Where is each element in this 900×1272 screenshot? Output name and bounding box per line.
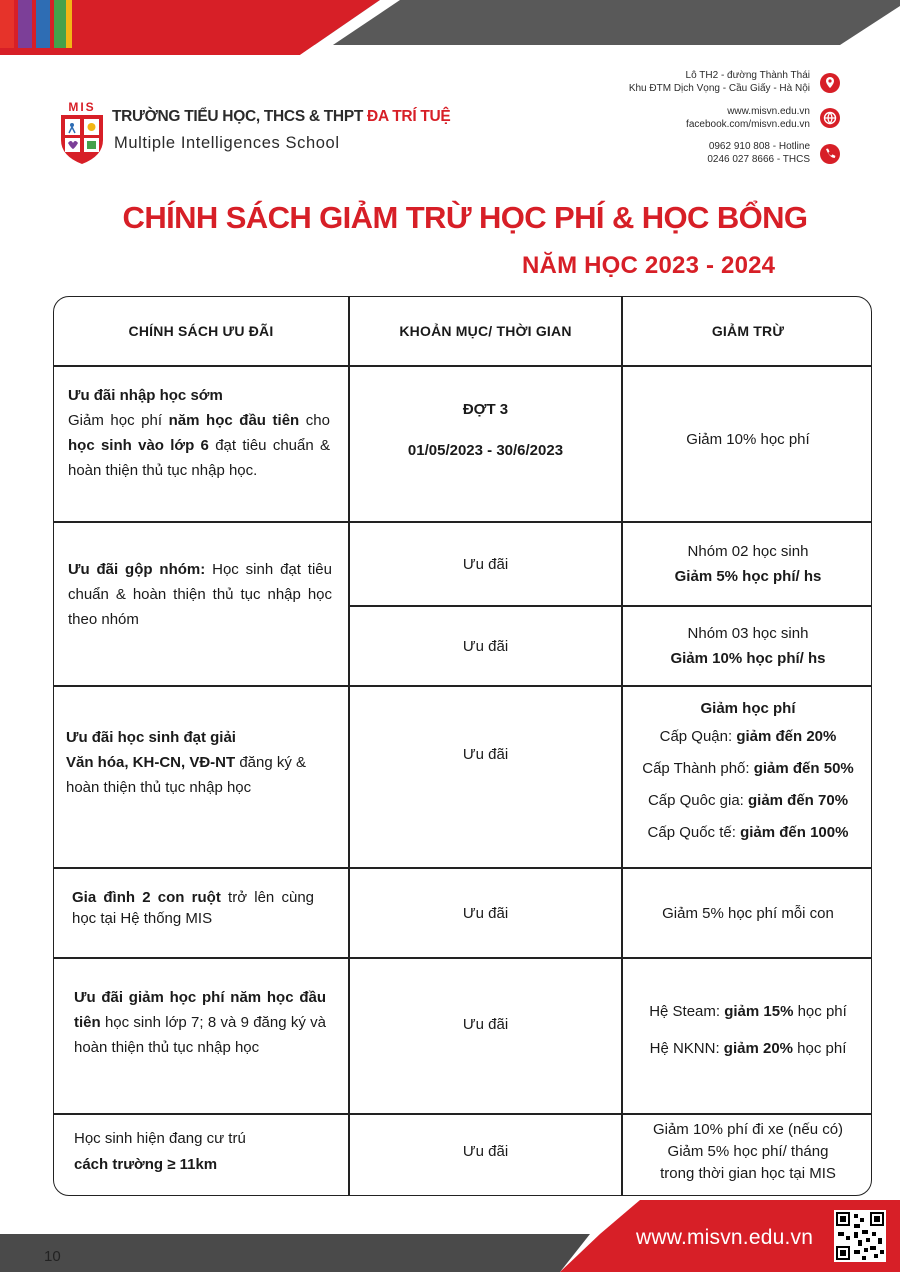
row1-period	[350, 397, 621, 463]
row4-discount: Giảm 5% học phí mỗi con	[662, 904, 834, 922]
row3-discount-title: Giảm học phí	[700, 700, 796, 717]
header-discount: GIẢM TRỪ	[711, 322, 785, 339]
footer-website-link[interactable]: www.misvn.edu.vn	[636, 1226, 814, 1249]
thcs-phone-number[interactable]: 0246 027 8666 - THCS	[707, 154, 810, 165]
row4-policy: Gia đình 2 con ruột trở lên cùng học tại Hệ thống MIS	[72, 889, 315, 927]
row2-sub1-discount: Nhóm 02 học sinh Giảm 5% học phí/ hs	[674, 543, 822, 585]
row2-sub2-discount: Nhóm 03 học sinh Giảm 10% học phí/ hs	[670, 625, 826, 667]
page-number: 10	[44, 1248, 61, 1265]
row1-period-dates: 01/05/2023 - 30/6/2023	[407, 442, 564, 459]
globe-icon	[820, 108, 840, 128]
row2-sub1-period: Ưu đãi	[462, 555, 509, 573]
website-link[interactable]: www.misvn.edu.vn	[727, 106, 810, 117]
row1-policy: Ưu đãi nhập học sớm Giảm học phí năm học đầu tiên cho học sinh vào lớp 6 đạt tiêu chuẩn & hoàn thiện thủ tục nhập học.	[68, 387, 330, 479]
header-period: KHOẢN MỤC/ THỜI GIAN	[399, 322, 572, 339]
row4-period: Ưu đãi	[462, 904, 509, 922]
row3-period: Ưu đãi	[462, 745, 509, 763]
row3-discount	[623, 697, 872, 849]
level-district: Cấp Quận: giảm đến 20%	[659, 728, 837, 745]
top-banner	[0, 0, 900, 70]
phone-icon	[820, 144, 840, 164]
facebook-link[interactable]: facebook.com/misvn.edu.vn	[686, 119, 810, 130]
steam-discount: Hệ Steam: giảm 15% học phí	[649, 1003, 847, 1020]
row2-policy: Ưu đãi gộp nhóm: Học sinh đạt tiêu chuẩn & hoàn thiện thủ tục nhập học theo nhóm	[68, 561, 332, 628]
row1-policy-title: Ưu đãi nhập học sớm	[68, 387, 223, 404]
school-name-vn: TRƯỜNG TIỂU HỌC, THCS & THPT ĐA TRÍ TUỆ	[112, 108, 451, 125]
header-policy: CHÍNH SÁCH ƯU ĐÃI	[128, 322, 274, 339]
row2-sub2-period: Ưu đãi	[462, 637, 509, 655]
row5-period: Ưu đãi	[462, 1015, 509, 1033]
school-name-en: Multiple Intelligences School	[114, 134, 340, 152]
hotline-number[interactable]: 0962 910 808 - Hotline	[708, 141, 810, 152]
school-name-highlight: ĐA TRÍ TUỆ	[367, 108, 451, 125]
address-block	[629, 69, 810, 95]
row3-policy: Ưu đãi học sinh đạt giải Văn hóa, KH-CN, VĐ-NT đăng ký & hoàn thiện thủ tục nhập học	[66, 729, 307, 796]
level-city: Cấp Thành phố: giảm đến 50%	[642, 760, 854, 777]
level-international: Cấp Quốc tế: giảm đến 100%	[647, 824, 849, 841]
qr-code-icon[interactable]	[834, 1210, 886, 1262]
logo-text: MIS	[68, 100, 96, 114]
phone-block	[707, 140, 810, 166]
page-subtitle: NĂM HỌC 2023 - 2024	[522, 252, 776, 279]
address-line-1: Lô TH2 - đường Thành Thái	[685, 70, 810, 81]
row5-discount	[623, 993, 872, 1067]
page-title: CHÍNH SÁCH GIẢM TRỪ HỌC PHÍ & HỌC BỔNG	[122, 200, 808, 235]
row1-period-label: ĐỢT 3	[462, 401, 509, 418]
address-line-2: Khu ĐTM Dịch Vọng - Cầu Giấy - Hà Nội	[628, 83, 810, 94]
nknn-discount: Hệ NKNN: giảm 20% học phí	[649, 1040, 847, 1057]
row1-discount: Giảm 10% học phí	[686, 431, 810, 448]
row6-discount: Giảm 10% phí đi xe (nếu có) Giảm 5% học phí/ tháng trong thời gian học tại MIS	[652, 1121, 844, 1182]
row6-policy: Học sinh hiện đang cư trú cách trường ≥ 11km	[74, 1130, 246, 1173]
row-divider	[54, 365, 872, 367]
location-pin-icon	[820, 73, 840, 93]
row6-period: Ưu đãi	[462, 1142, 509, 1160]
level-national: Cấp Quôc gia: giảm đến 70%	[647, 792, 849, 809]
mis-shield-logo	[58, 100, 106, 166]
policy-table	[53, 296, 872, 1196]
row5-policy: Ưu đãi giảm học phí năm học đầu tiên học sinh lớp 7; 8 và 9 đăng ký và hoàn thiện thủ tục nhập học	[74, 989, 326, 1056]
web-block	[686, 105, 810, 131]
